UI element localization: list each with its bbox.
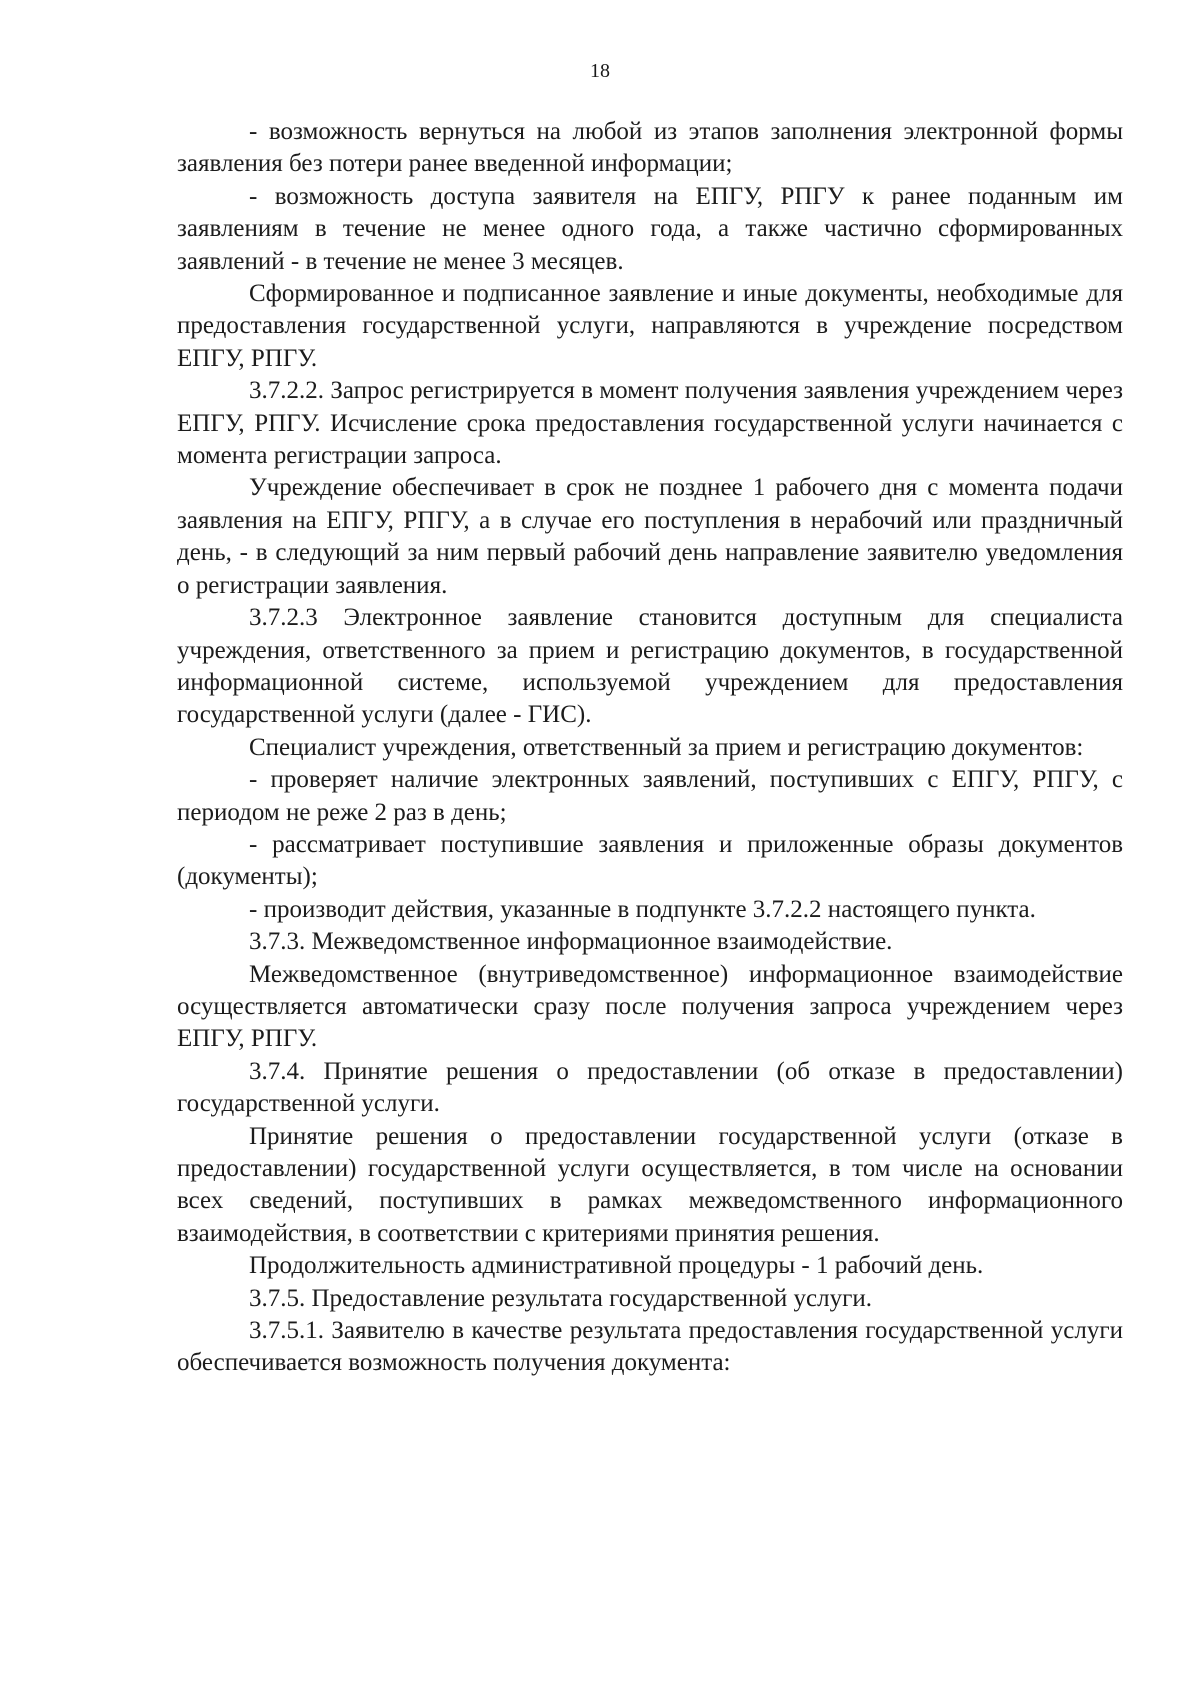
paragraph: Специалист учреждения, ответственный за прием и регистрацию документов: xyxy=(249,733,1084,761)
paragraph: 3.7.5. Предоставление результата государственной услуги. xyxy=(249,1284,872,1312)
paragraph: Продолжительность административной процедуры - 1 рабочий день. xyxy=(249,1252,984,1280)
paragraph: 3.7.4. Принятие решения о предоставлении (об отказе в предоставлении) государственной услуги. xyxy=(177,1057,1123,1118)
document-body xyxy=(177,116,1123,1380)
page-number: 18 xyxy=(590,60,610,82)
paragraph: Сформированное и подписанное заявление и иные документы, необходимые для предоставления государственной услуги, направляются в учреждение посредством ЕПГУ, РПГУ. xyxy=(177,280,1123,372)
paragraph: Межведомственное (внутриведомственное) информационное взаимодействие осуществляется автоматически сразу после получения запроса учреждением через ЕПГУ, РПГУ. xyxy=(177,960,1123,1053)
paragraph: Учреждение обеспечивает в срок не позднее 1 рабочего дня с момента подачи заявления на ЕПГУ, РПГУ, а в случае его поступления в нерабочий или праздничный день, - в следующий за ним первый рабочий день направление заявителю уведомления о регистрации заявления. xyxy=(177,474,1123,599)
paragraph: 3.7.3. Межведомственное информационное взаимодействие. xyxy=(249,928,893,956)
paragraph: - производит действия, указанные в подпункте 3.7.2.2 настоящего пункта. xyxy=(249,895,1036,923)
paragraph: - возможность доступа заявителя на ЕПГУ, РПГУ к ранее поданным им заявлениям в течение не менее одного года, а также частично сформированных заявлений - в течение не менее 3 месяцев. xyxy=(177,182,1123,275)
paragraph: - возможность вернуться на любой из этапов заполнения электронной формы заявления без потери ранее введенной информации; xyxy=(177,118,1123,178)
paragraph: 3.7.2.2. Запрос регистрируется в момент получения заявления учреждением через ЕПГУ, РПГУ. Исчисление срока предоставления государственной услуги начинается с момента регистрации запроса. xyxy=(177,377,1123,470)
paragraph: - проверяет наличие электронных заявлений, поступивших с ЕПГУ, РПГУ, с периодом не реже 2 раз в день; xyxy=(177,766,1123,826)
paragraph: 3.7.2.3 Электронное заявление становится доступным для специалиста учреждения, ответственного за прием и регистрацию документов, в государственной информационной системе, используемой учреждением для предоставления государственной услуги (далее - ГИС). xyxy=(177,604,1123,729)
paragraph: Принятие решения о предоставлении государственной услуги (отказе в предоставлении) государственной услуги осуществляется, в том числе на основании всех сведений, поступивших в рамках межведомственного информационного взаимодействия, в соответствии с критериями принятия решения. xyxy=(177,1122,1123,1247)
paragraph: - рассматривает поступившие заявления и приложенные образы документов (документы); xyxy=(177,830,1123,891)
paragraph: 3.7.5.1. Заявителю в качестве результата предоставления государственной услуги обеспечивается возможность получения документа: xyxy=(177,1317,1123,1377)
